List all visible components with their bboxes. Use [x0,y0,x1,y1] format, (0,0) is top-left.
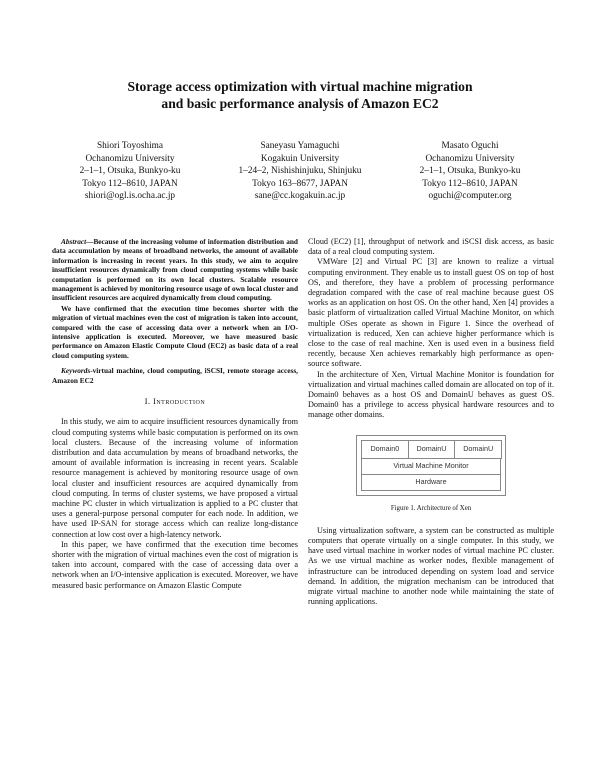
abstract-paragraph-1 [52,237,298,303]
author-address: 2–1–1, Otsuka, Bunkyo-ku [419,166,521,176]
author-email: shiori@ogl.is.ocha.ac.jp [84,191,176,201]
author-affiliation: Ochanomizu University [425,153,515,164]
body-paragraph: In the architecture of Xen, Virtual Machine Monitor is foundation for virtualization and virtual machines called domain are allocated on top of it. Domain0 behaves as a host OS and DomainU behaves as guest OS. Domain0 has a privilege to access physical hardware resources and to manage other domains. [308,369,554,420]
section-heading-introduction: I. Introduction [144,397,206,407]
body-paragraph: Using virtualization software, a system can be constructed as multiple computers that operate virtually on a single computer. In this study, we have used virtual machine in worker nodes of virtual machine PC cluster. As we use virtual machine as worker nodes, flexible management of infrastructure can be introduced depending on system load and service demand. In addition, the migration mechanism can be introduced that migrate virtual machine to another node while maintaining the state of running applications. [308,525,554,607]
vmm-layer: Virtual Machine Monitor [361,459,501,475]
author-name: Shiori Toyoshima [96,141,164,151]
right-column [308,237,554,607]
abstract-paragraph-2: We have confirmed that the execution time becomes shorter with the migration of virtual machines even the cost of migration is taken into account, compared with the case of accessing data over a network when an I/O-intensive application is executed. Moreover, we have measured basic performance on Amazon Elastic Compute Cloud (EC2) as basic data of a real cloud computing system. [52,303,298,360]
xen-architecture-figure [356,435,506,496]
keywords-label: Keywords [61,366,91,376]
figure-caption: Figure 1. Architecture of Xen [390,504,472,512]
body-paragraph: In this paper, we have confirmed that the execution time becomes shorter with the migration of virtual machines even the cost of migration is taken into account, compared with the case of accessing data over a network when an I/O-intensive application is executed. Moreover, we have measured basic performance on Amazon Elastic Compute [52,539,298,590]
keywords-paragraph [52,366,298,385]
author-block-3 [385,140,555,203]
body-paragraph: VMWare [2] and Virtual PC [3] are known to realize a virtual computing environment. They enable us to install guest OS on top of host OS, and therefore, they have a problem of processing performance degradation compared with the case of real machine because guest OS works as an application on host OS. On the other hand, Xen [4] provides a basic platform of virtualization called Virtual Machine Monitor, on which multiple OSes operate as shown in Figure 1. Since the overhead of virtualization is reduced, Xen can achieve higher performance which is close to the case of real machine. Xen is used even in a business field recently, because Xen achieves remarkably high performance as open-source software. [308,257,554,369]
abstract-text-1: —Because of the increasing volume of information distribution and data accumulation by means of broadband networks, the amount of available information is increasing in recent years. In this study, we aim to acquire insufficient resources dynamically from cloud computing systems while basic computation is performed on its own local clusters. Scalable resource management is achieved by monitoring resource usage of own local cluster and insufficient resources are acquired dynamically from cloud computing. [52,237,298,303]
domainu-box: DomainU [408,440,456,459]
author-email: sane@cc.kogakuin.ac.jp [254,191,346,201]
paper-title-line-1: Storage access optimization with virtual machine migration [127,79,473,94]
paper-title-line-2: and basic performance analysis of Amazon EC2 [161,96,439,111]
author-city: Tokyo 163–8677, JAPAN [252,178,348,189]
body-paragraph: Cloud (EC2) [1], throughput of network and iSCSI disk access, as basic data of a real cloud computing system. [308,237,554,257]
body-paragraph: In this study, we aim to acquire insufficient resources dynamically from cloud computing systems while basic computation is performed on its own local clusters. Because of the increasing volume of information distribution and data accumulation by means of broadband networks, the amount of available information is increasing in recent years. Scalable resource management is achieved by monitoring resource usage of own local cluster and insufficient resources are acquired dynamically from cloud computing. In terms of cluster systems, we have proposed a virtual machine PC cluster in which virtualization is applied to a PC cluster that uses a general-purpose personal computer for each node. In addition, we have used IP-SAN for storage access which can realize long-distance connection at low cost over a high-latency network. [52,417,298,539]
abstract-label: Abstract [61,237,87,246]
left-column [52,237,298,591]
domainu-box: DomainU [454,440,502,459]
author-city: Tokyo 112–8610, JAPAN [422,178,518,189]
hardware-layer: Hardware [361,475,501,491]
author-city: Tokyo 112–8610, JAPAN [82,178,178,189]
author-address: 1–24–2, Nishishinjuku, Shinjuku [238,166,362,176]
author-block-2 [215,140,385,203]
keywords-text: -virtual machine, cloud computing, iSCSI, remote storage access, Amazon EC2 [52,366,298,385]
domain0-box: Domain0 [361,440,409,459]
author-affiliation: Ochanomizu University [85,153,175,164]
domain-row [361,440,501,459]
author-affiliation: Kogakuin University [260,153,340,164]
author-name: Masato Oguchi [441,141,499,151]
author-name: Saneyasu Yamaguchi [260,141,340,151]
author-address: 2–1–1, Otsuka, Bunkyo-ku [79,166,181,176]
author-block-1 [45,140,215,203]
author-email: oguchi@computer.org [428,191,512,201]
